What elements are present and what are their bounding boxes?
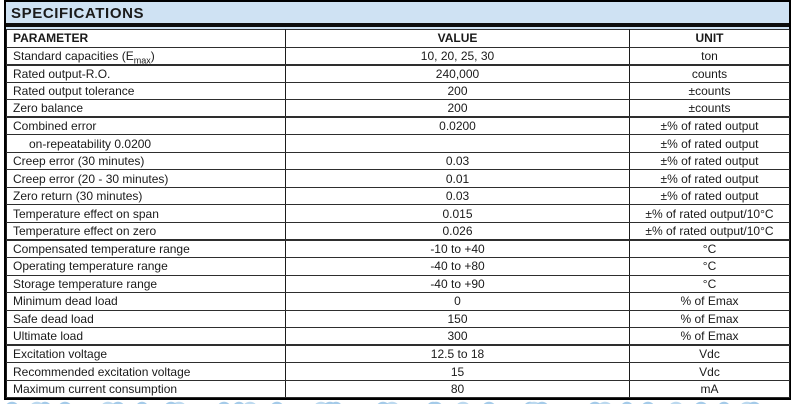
parameter-cell: Combined error <box>7 117 286 135</box>
unit-cell: % of Emax <box>630 328 790 346</box>
value-cell: 200 <box>286 100 630 118</box>
table-row <box>7 223 790 241</box>
unit-cell: ±% of rated output/10°C <box>630 205 790 223</box>
unit-cell: Vdc <box>630 345 790 363</box>
unit-cell: °C <box>630 258 790 276</box>
value-cell: 200 <box>286 82 630 100</box>
value-cell: -10 to +40 <box>286 240 630 258</box>
parameter-cell: Ultimate load <box>7 328 286 346</box>
unit-cell: °C <box>630 275 790 293</box>
table-row <box>7 258 790 276</box>
value-cell: 0.01 <box>286 170 630 188</box>
value-cell: 0 <box>286 293 630 311</box>
parameter-cell: Zero return (30 minutes) <box>7 187 286 205</box>
table-row <box>7 47 790 65</box>
parameter-cell: Creep error (20 - 30 minutes) <box>7 170 286 188</box>
table-row <box>7 135 790 153</box>
table-header-row <box>7 30 790 48</box>
unit-cell: ton <box>630 47 790 65</box>
spec-table-rows <box>7 47 790 398</box>
value-cell: 240,000 <box>286 65 630 83</box>
parameter-cell: Safe dead load <box>7 310 286 328</box>
table-row <box>7 310 790 328</box>
parameter-subscript: max <box>133 54 151 65</box>
parameter-cell: Maximum current consumption <box>7 380 286 398</box>
unit-cell: ±% of rated output <box>630 135 790 153</box>
table-row <box>7 65 790 83</box>
spec-table <box>6 29 790 398</box>
table-row <box>7 240 790 258</box>
unit-cell: °C <box>630 240 790 258</box>
unit-cell: Vdc <box>630 363 790 381</box>
parameter-cell: Recommended excitation voltage <box>7 363 286 381</box>
parameter-cell: Creep error (30 minutes) <box>7 152 286 170</box>
value-cell: 10, 20, 25, 30 <box>286 47 630 65</box>
unit-cell: counts <box>630 65 790 83</box>
table-row <box>7 328 790 346</box>
value-cell: 0.026 <box>286 223 630 241</box>
unit-cell: mA <box>630 380 790 398</box>
table-row <box>7 275 790 293</box>
table-row <box>7 117 790 135</box>
unit-cell: ±% of rated output <box>630 187 790 205</box>
value-cell: 150 <box>286 310 630 328</box>
parameter-cell: Operating temperature range <box>7 258 286 276</box>
parameter-cell: Temperature effect on span <box>7 205 286 223</box>
unit-cell: ±counts <box>630 82 790 100</box>
table-row <box>7 187 790 205</box>
parameter-cell: Rated output-R.O. <box>7 65 286 83</box>
value-cell: -40 to +90 <box>286 275 630 293</box>
table-row <box>7 205 790 223</box>
title-bar <box>6 2 789 23</box>
parameter-cell: Excitation voltage <box>7 345 286 363</box>
parameter-cell: Storage temperature range <box>7 275 286 293</box>
parameter-cell: on-repeatability 0.0200 <box>7 135 286 153</box>
value-cell: 300 <box>286 328 630 346</box>
value-cell <box>286 135 630 153</box>
value-cell: 15 <box>286 363 630 381</box>
parameter-cell: Standard capacities $(E_{max})$ <box>7 47 286 65</box>
table-row <box>7 152 790 170</box>
value-cell: 0.0200 <box>286 117 630 135</box>
table-row <box>7 82 790 100</box>
value-cell: 12.5 to 18 <box>286 345 630 363</box>
value-cell: 0.03 <box>286 187 630 205</box>
unit-cell: ±% of rated output/10°C <box>630 223 790 241</box>
value-cell: 0.03 <box>286 152 630 170</box>
parameter-cell: Temperature effect on zero <box>7 223 286 241</box>
col-header-parameter: PARAMETER <box>7 30 286 48</box>
table-row <box>7 100 790 118</box>
table-row <box>7 363 790 381</box>
table-row <box>7 170 790 188</box>
unit-cell: ±% of rated output <box>630 152 790 170</box>
unit-cell: % of Emax <box>630 310 790 328</box>
value-cell: 80 <box>286 380 630 398</box>
unit-cell: ±% of rated output <box>630 117 790 135</box>
page-title: SPECIFICATIONS <box>11 5 145 22</box>
col-header-unit: UNIT <box>630 30 790 48</box>
parameter-cell: Minimum dead load <box>7 293 286 311</box>
unit-cell: % of Emax <box>630 293 790 311</box>
col-header-value: VALUE <box>286 30 630 48</box>
parameter-cell: Zero balance <box>7 100 286 118</box>
unit-cell: ±% of rated output <box>630 170 790 188</box>
watermark-strip <box>0 398 798 404</box>
parameter-cell: Rated output tolerance <box>7 82 286 100</box>
spec-sheet <box>4 0 791 400</box>
value-cell: 0.015 <box>286 205 630 223</box>
table-row <box>7 345 790 363</box>
table-row <box>7 380 790 398</box>
parameter-cell: Compensated temperature range <box>7 240 286 258</box>
unit-cell: ±counts <box>630 100 790 118</box>
table-row <box>7 293 790 311</box>
value-cell: -40 to +80 <box>286 258 630 276</box>
